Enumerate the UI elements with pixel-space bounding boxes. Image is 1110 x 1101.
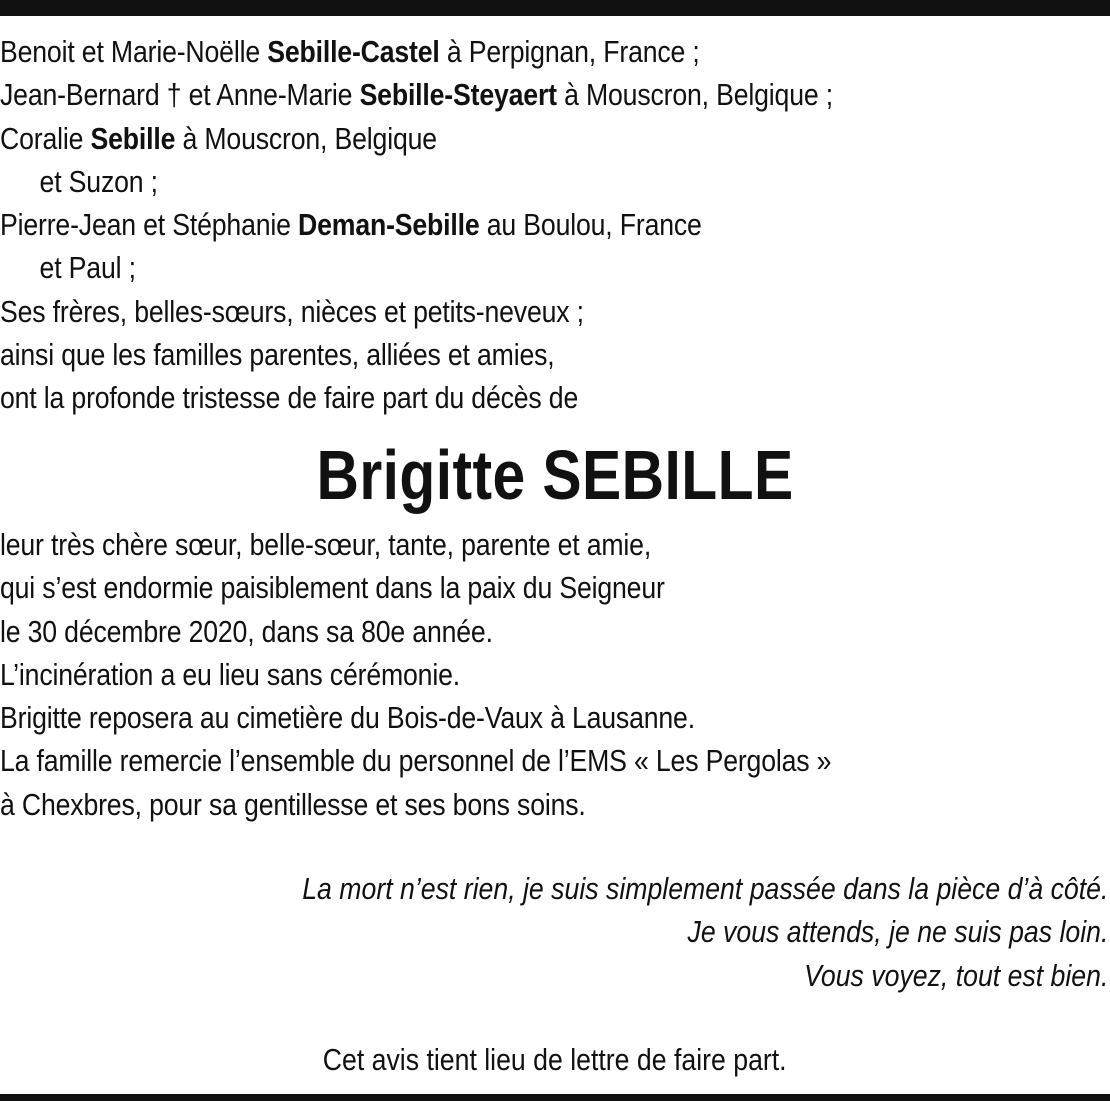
top-border-rule	[0, 0, 1110, 16]
family-line-3: Coralie Sebille à Mouscron, Belgique	[0, 120, 437, 156]
deceased-heading	[0, 432, 1110, 518]
family-surname: Sebille-Castel	[267, 34, 440, 69]
family-line-4: et Suzon ;	[39, 163, 158, 199]
closing-notice	[0, 1038, 1110, 1082]
family-line-9: ont la profonde tristesse de faire part du décès de	[0, 380, 579, 416]
body-line: La famille remercie l’ensemble du personnel de l’EMS « Les Pergolas »	[0, 743, 832, 779]
family-surname: Sebille	[90, 120, 176, 156]
body-line: qui s’est endormie paisiblement dans la paix du Seigneur	[0, 570, 665, 606]
announcement-body	[0, 523, 1110, 826]
family-line-7: Ses frères, belles-sœurs, nièces et petits-neveux ;	[0, 293, 584, 329]
family-line-8: ainsi que les familles parentes, alliées et amies,	[0, 337, 555, 373]
family-line-2: Jean-Bernard † et Anne-Marie Sebille-Steyaert à Mouscron, Belgique ;	[0, 77, 834, 113]
body-line: le 30 décembre 2020, dans sa 80e année.	[0, 613, 493, 649]
family-line-1: Benoit et Marie-Noëlle Sebille-Castel à Perpignan, France ;	[0, 34, 700, 69]
body-line: à Chexbres, pour sa gentillesse et ses bons soins.	[0, 786, 586, 822]
family-line-5: Pierre-Jean et Stéphanie Deman-Sebille au Boulou, France	[0, 207, 702, 243]
quote-line: Vous voyez, tout est bien.	[803, 957, 1108, 993]
quote-line: Je vous attends, je ne suis pas loin.	[687, 914, 1108, 950]
family-line-6: et Paul ;	[39, 250, 136, 286]
quote-line: La mort n’est rien, je suis simplement passée dans la pièce d’à côté.	[301, 871, 1108, 906]
family-list	[0, 30, 1110, 420]
body-line: L’incinération a eu lieu sans cérémonie.	[0, 656, 460, 692]
memorial-quote	[171, 867, 1108, 997]
family-surname: Sebille-Steyaert	[359, 77, 557, 113]
deceased-name: Brigitte SEBILLE	[316, 436, 794, 514]
body-line: leur très chère sœur, belle-sœur, tante, parente et amie,	[0, 527, 652, 562]
notice-text: Cet avis tient lieu de lettre de faire part.	[323, 1042, 787, 1077]
body-line: Brigitte reposera au cimetière du Bois-de-Vaux à Lausanne.	[0, 700, 695, 736]
family-surname: Deman-Sebille	[298, 207, 480, 243]
bottom-border-rule	[0, 1094, 1110, 1101]
